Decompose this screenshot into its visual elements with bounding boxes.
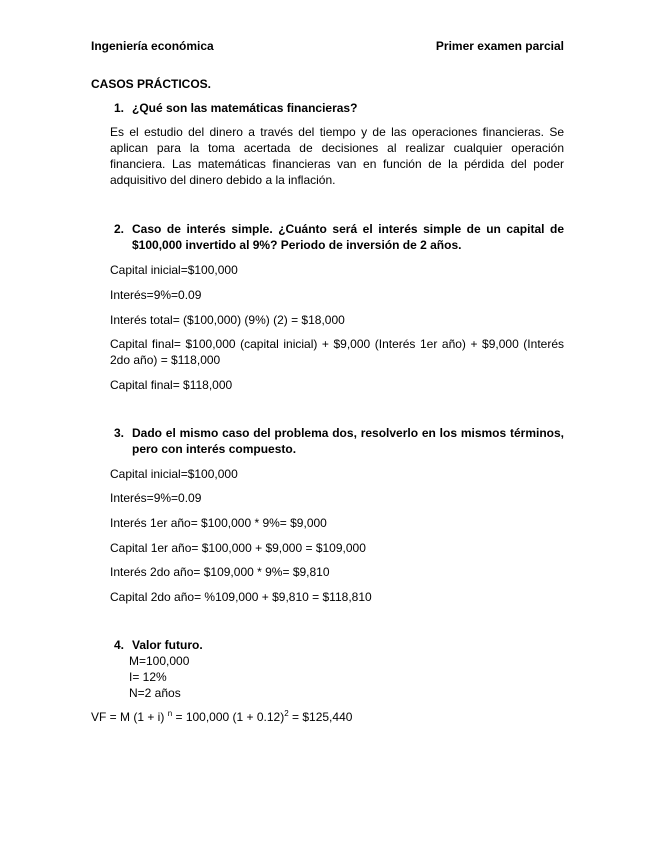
q3-line: Interés 2do año= $109,000 * 9%= $9,810 bbox=[110, 565, 330, 579]
formula-mid: = 100,000 (1 + 0.12) bbox=[172, 710, 285, 724]
formula-end: = $125,440 bbox=[288, 710, 353, 724]
header-right: Primer examen parcial bbox=[435, 39, 564, 53]
q2-number: 2. bbox=[114, 222, 125, 236]
formula-start: VF = M (1 + i) bbox=[91, 710, 168, 724]
q4-number: 4. bbox=[114, 638, 125, 652]
q3-line: Capital inicial=$100,000 bbox=[110, 467, 238, 481]
q2-line: Capital final= $118,000 bbox=[110, 378, 233, 392]
q3-line: Interés 1er año= $100,000 * 9%= $9,000 bbox=[110, 516, 327, 530]
section-title: CASOS PRÁCTICOS. bbox=[91, 77, 212, 91]
q3-line: Interés=9%=0.09 bbox=[110, 491, 202, 505]
formula-exponent-n: n bbox=[167, 709, 173, 718]
q2-line: Interés=9%=0.09 bbox=[110, 288, 202, 302]
q3-number: 3. bbox=[114, 426, 125, 440]
q4-line: N=2 años bbox=[129, 686, 181, 700]
q4-line: M=100,000 bbox=[129, 654, 190, 668]
q1-number: 1. bbox=[114, 101, 125, 115]
q2-question: Caso de interés simple. ¿Cuánto será el interés simple de un capital de $100,000 invertido al 9%? Periodo de inversión de 2 años. bbox=[132, 222, 564, 252]
q3-line: Capital 1er año= $100,000 + $9,000 = $109,000 bbox=[110, 541, 366, 555]
header-left: Ingeniería económica bbox=[91, 39, 214, 53]
q3-question: Dado el mismo caso del problema dos, resolverlo en los mismos términos, pero con interés compuesto. bbox=[132, 426, 564, 456]
q2-line: Capital final= $100,000 (capital inicial) + $9,000 (Interés 1er año) + $9,000 (Interés 2do año) = $118,000 bbox=[110, 337, 564, 367]
vf-formula bbox=[91, 709, 352, 725]
q1-question: ¿Qué son las matemáticas financieras? bbox=[132, 101, 358, 115]
q3-line: Capital 2do año= %109,000 + $9,810 = $118,810 bbox=[110, 590, 372, 604]
q1-answer: Es el estudio del dinero a través del tiempo y de las operaciones financieras. Se aplican para la toma acertada de decisiones al realizar cualquier operación financiera. Las matemáticas financieras van en función de la pérdida del poder adquisitivo del dinero debido a la inflación. bbox=[110, 125, 564, 187]
q2-line: Capital inicial=$100,000 bbox=[110, 263, 238, 277]
q4-question: Valor futuro. bbox=[132, 638, 203, 652]
q4-line: I= 12% bbox=[129, 670, 167, 684]
formula-exponent-2: 2 bbox=[284, 709, 289, 718]
q2-line: Interés total= ($100,000) (9%) (2) = $18,000 bbox=[110, 313, 345, 327]
